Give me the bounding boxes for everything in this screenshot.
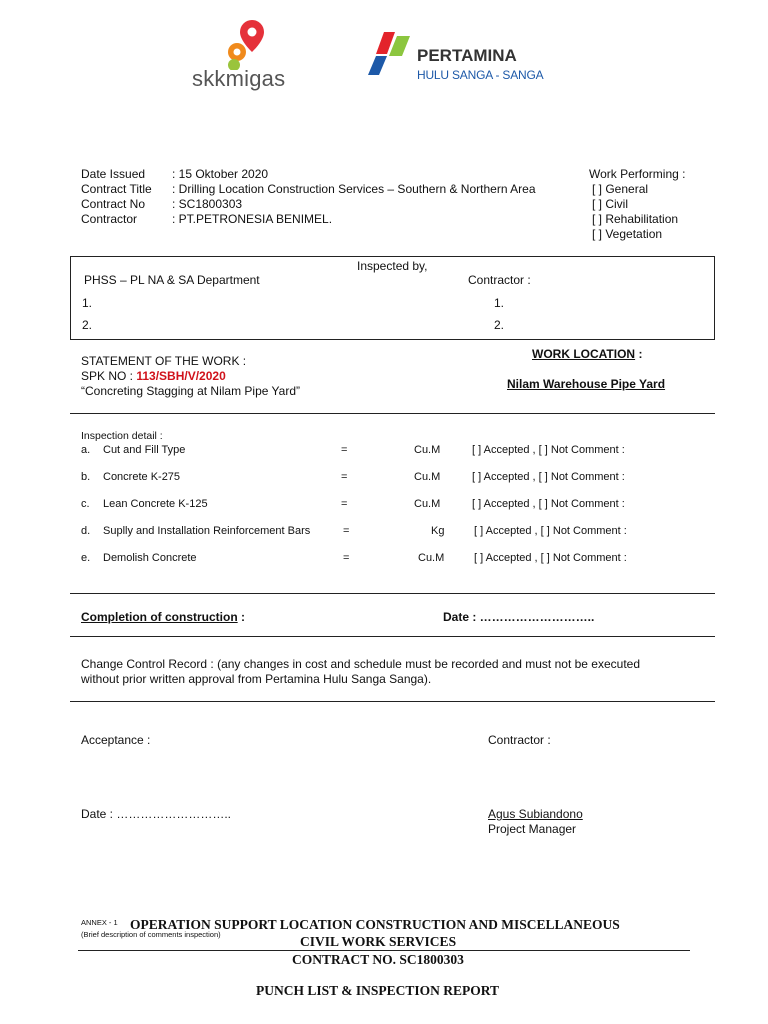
completion-label: Completion of construction (81, 610, 238, 624)
row-unit: Cu.M (414, 444, 441, 456)
value-contractor: : PT.PETRONESIA BENIMEL. (172, 212, 333, 226)
pertamina-wordmark: PERTAMINA (417, 46, 517, 65)
row-equals: = (341, 498, 348, 510)
acceptance-label: Acceptance : (81, 733, 151, 747)
skkmigas-emblem-icon (190, 18, 302, 70)
row-unit: Cu.M (414, 498, 441, 510)
spk-line (81, 369, 226, 383)
skkmigas-logo (190, 18, 302, 90)
signoff-date[interactable]: Date : ……………………….. (81, 807, 232, 821)
row-letter: e. (81, 552, 91, 564)
skkmigas-wordmark: skkmigas (192, 66, 286, 91)
completion-heading (81, 610, 245, 624)
change-control-line-2: without prior written approval from Pertamina Hulu Sanga Sanga). (81, 672, 432, 686)
change-control-line-1: Change Control Record : (any changes in cost and schedule must be recorded and must not be executed (81, 657, 641, 671)
row-unit: Cu.M (418, 552, 445, 564)
row-status[interactable]: [ ] Accepted , [ ] Not Comment : (474, 525, 627, 537)
value-date-issued: : 15 Oktober 2020 (172, 167, 269, 181)
value-contract-title: : Drilling Location Construction Services – Southern & Northern Area (172, 182, 536, 196)
divider-1 (70, 413, 715, 414)
pertamina-subtitle: HULU SANGA - SANGA (417, 68, 544, 82)
row-item: Cut and Fill Type (103, 444, 186, 456)
row-equals: = (341, 444, 348, 456)
pertamina-logo (368, 30, 544, 86)
footer-title-line-1: OPERATION SUPPORT LOCATION CONSTRUCTION AND MISCELLANEOUS (130, 917, 620, 932)
brief-description: (Brief description of comments inspection) (81, 930, 221, 939)
footer-title-line-2: CIVIL WORK SERVICES (300, 934, 457, 949)
phss-department: PHSS – PL NA & SA Department (84, 273, 260, 287)
row-equals: = (343, 552, 350, 564)
label-date-issued: Date Issued (81, 167, 146, 181)
label-contract-title: Contract Title (81, 182, 152, 196)
annex-label: ANNEX - 1 (81, 918, 118, 927)
statement-description: “Concreting Stagging at Nilam Pipe Yard” (81, 384, 300, 398)
contractor-label: Contractor : (468, 273, 531, 287)
work-location-label: WORK LOCATION (532, 347, 636, 361)
work-location-value: Nilam Warehouse Pipe Yard (507, 377, 666, 391)
signer-role: Project Manager (488, 822, 577, 836)
row-item: Concrete K-275 (103, 471, 181, 483)
row-status[interactable]: [ ] Accepted , [ ] Not Comment : (474, 552, 627, 564)
checkbox-rehabilitation[interactable]: [ ] Rehabilitation (592, 212, 679, 226)
footer-report-title: PUNCH LIST & INSPECTION REPORT (256, 983, 500, 998)
contractor-rep-1[interactable]: 1. (494, 296, 505, 310)
completion-colon: : (237, 610, 245, 624)
signoff-contractor-label: Contractor : (488, 733, 551, 747)
divider-4 (70, 701, 715, 702)
spk-number: 113/SBH/V/2020 (136, 369, 226, 383)
row-unit: Cu.M (414, 471, 441, 483)
inspection-title: Inspection detail : (81, 430, 163, 442)
work-location-colon: : (635, 347, 643, 361)
statement-title: STATEMENT OF THE WORK : (81, 354, 247, 368)
inspector-2[interactable]: 2. (82, 318, 93, 332)
checkbox-vegetation[interactable]: [ ] Vegetation (592, 227, 663, 241)
label-contract-no: Contract No (81, 197, 146, 211)
row-status[interactable]: [ ] Accepted , [ ] Not Comment : (472, 444, 625, 456)
row-status[interactable]: [ ] Accepted , [ ] Not Comment : (472, 471, 625, 483)
value-contract-no: : SC1800303 (172, 197, 243, 211)
checkbox-civil[interactable]: [ ] Civil (592, 197, 628, 211)
checkbox-general[interactable]: [ ] General (592, 182, 649, 196)
label-contractor: Contractor (81, 212, 138, 226)
row-letter: b. (81, 471, 91, 483)
footer-contract: CONTRACT NO. SC1800303 (292, 952, 464, 967)
divider-2 (70, 593, 715, 594)
spk-label: SPK NO : (81, 369, 137, 383)
footer-rule (78, 950, 690, 951)
row-letter: d. (81, 525, 91, 537)
row-item: Lean Concrete K-125 (103, 498, 208, 510)
row-letter: c. (81, 498, 90, 510)
row-item: Demolish Concrete (103, 552, 197, 564)
row-status[interactable]: [ ] Accepted , [ ] Not Comment : (472, 498, 625, 510)
contractor-rep-2[interactable]: 2. (494, 318, 505, 332)
work-performing-title: Work Performing : (589, 167, 686, 181)
inspector-1[interactable]: 1. (82, 296, 93, 310)
work-location-heading (532, 347, 642, 361)
inspected-by-title: Inspected by, (357, 259, 428, 273)
row-equals: = (341, 471, 348, 483)
signer-name: Agus Subiandono (488, 807, 583, 821)
completion-date[interactable]: Date : ……………………….. (443, 610, 595, 624)
divider-3 (70, 636, 715, 637)
row-unit: Kg (431, 525, 445, 537)
row-equals: = (343, 525, 350, 537)
row-letter: a. (81, 444, 91, 456)
pertamina-emblem-icon (368, 30, 412, 76)
row-item: Suplly and Installation Reinforcement Bars (103, 525, 311, 537)
